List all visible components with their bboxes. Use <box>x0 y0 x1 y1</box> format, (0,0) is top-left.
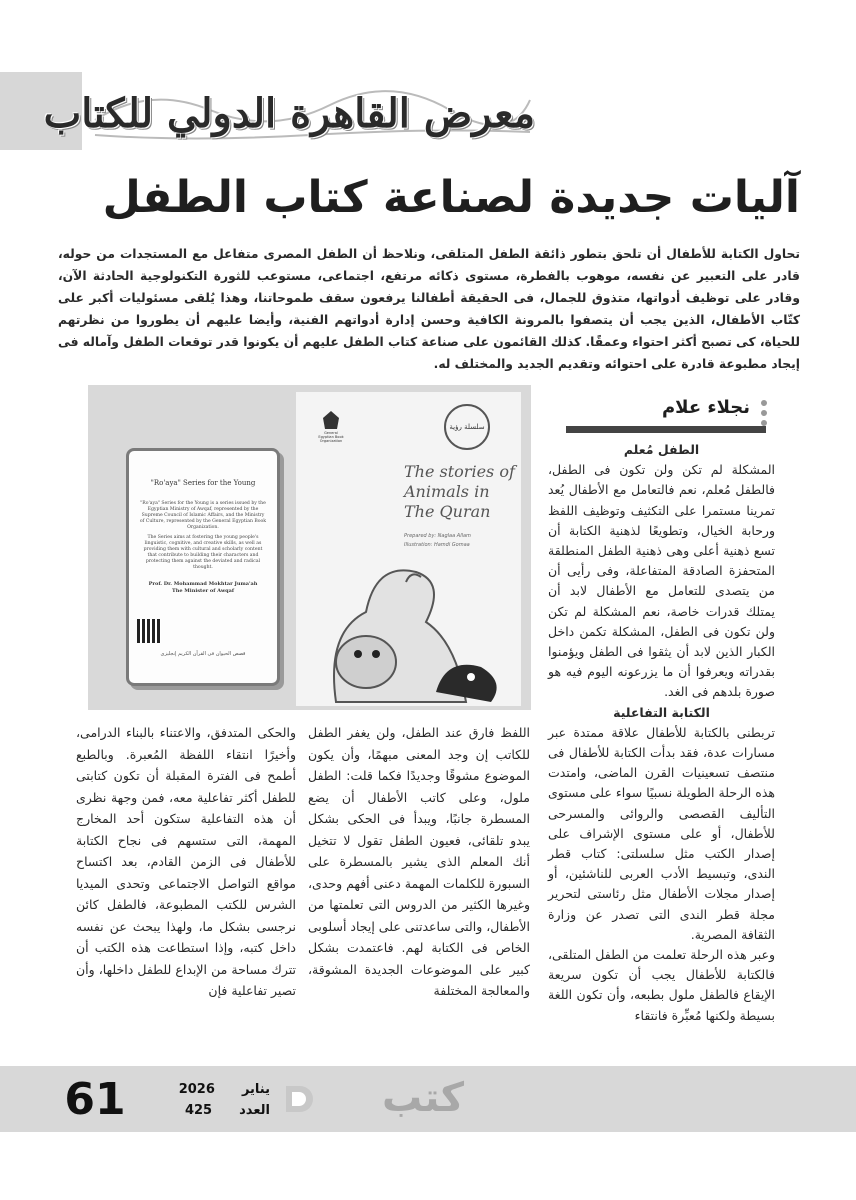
pharaoh-logo-icon <box>321 410 341 430</box>
back-cover-text <box>139 501 267 571</box>
year: 2026 <box>178 1082 215 1097</box>
masthead-title: معرض القاهرة الدولي للكتاب <box>43 90 535 137</box>
issue-label: العدد <box>239 1103 270 1118</box>
illustrator-credit: Illustration: Hamdi Gomaa <box>404 542 470 548</box>
author-marker-icon <box>759 399 769 427</box>
month-label: يناير <box>241 1082 270 1097</box>
column-middle: اللفظ فارق عند الطفل، ولن يغفر الطفل للكاتب إن وجد المعنى مبهمًا، وأن يكون الموضوع مشوقًا وجديدًا فكما قلت: الطفل ملول، وعلى كاتب الأطفال أن يضع المسطرة جانبًا، ويبدأ فى الحكى بشكل يبدو تلقائى، فعيون الطفل تقول لا تتخيل أنك المعلم الذى يشير بالمسطرة على السبورة للكلمات المهمة دعنى أفهم وحدى، وغيرها الكثير من الدروس التى تعلمتها من الأطفال، والتى ساعدتنى على إيجاد أسلوبى الخاص فى الكتابة لهم. فاعتمدت بشكل كبير على الموضوعات الجديدة المشوقة، والمعالجة المختلفة <box>308 725 530 998</box>
publisher-logo <box>316 410 346 446</box>
book-front-cover <box>296 392 521 706</box>
back-cover-footer: قصص الحيوان فى القرآن الكريم إنجليزى <box>160 651 246 657</box>
article-intro: تحاول الكتابة للأطفال أن تلحق بتطور ذائقة الطفل المتلقى، ونلاحظ أن الطفل المصرى متفاعل مع المستجدات من حوله، قادر على التعبير عن نفسه، موهوب بالفطرة، مستوى ذكائه مرتفع، اجتماعى، مستوعب للثورة التكنولوجية الحادثة الآن، وقادر على توظيف أدواتها، متذوق للجمال، فى الحقيقة أطفالنا يرفعون سقف طموحاتنا، وهذا يُلقى مسئوليات أكبر على كتّاب الأطفال، الذين يجب أن يتصفوا بالمرونة الكافية وحسن إدارة أدواتهم الفنية، وأيضا عليهم أن يطوروا من نظرتهم للحياة، كى تصبح أكثر احتواء وعمقًا. كذلك القائمون على صناعة كتاب الطفل عليهم أن يكونوا قدر توقعات الطفل وآماله فى إيجاد مطبوعة قادرة على احتوائه وتقديم الجديد والمختلف له. <box>58 247 800 371</box>
subheading-interactive-writing: الكتابة التفاعلية <box>613 704 710 720</box>
magazine-name: كتب <box>382 1075 464 1121</box>
article-title: آليات جديدة لصناعة كتاب الطفل <box>102 172 800 223</box>
publisher-name: General Egyptian Book Organization <box>318 431 344 443</box>
author-name: نجلاء علام <box>661 397 750 418</box>
series-badge: سلسلة رؤية <box>444 404 490 450</box>
paragraph: تربطنى بالكتابة للأطفال علاقة ممتدة عبر مسارات عدة، فقد بدأت الكتابة للأطفال فى منتصف تسعينيات القرن الماضى، وامتدت هذه الرحلة الطويلة نسبيًا سواء على مستوى التأليف القصصى والروائى والمسرحى للأطفال، أو على مستوى الإشراف على إصدار الكتب مثل سلسلتى: كتاب قطر الندى، وتبسيط الأدب العربى للناشئين، أو إصدار مجلات الأطفال مثل رئاستى لتحرير مجلة قطر الندى التى تصدر عن وزارة الثقافة المصرية. <box>548 724 775 942</box>
qr-code-icon <box>137 619 161 643</box>
issue-number: 425 <box>184 1103 213 1118</box>
camel-illustration-icon <box>306 542 511 702</box>
author-underline <box>566 426 766 433</box>
issue-info <box>170 1103 270 1118</box>
subheading-child-teacher: الطفل مُعلم <box>623 442 700 457</box>
column-right <box>548 440 775 1026</box>
book-back-cover <box>126 448 280 686</box>
series-title: "Ro'aya" Series for the Young <box>150 479 256 487</box>
back-cover-paragraph: "Ro'aya" Series for the Young is a series issued by the Egyptian Ministry of Awqaf, represented by the Supreme Council of Islamic Affairs, and the Ministry of Culture, represented by the General Egyptian Book Organization. <box>139 501 267 530</box>
page-number: 61 <box>64 1074 126 1125</box>
book-cover-figure <box>88 385 531 710</box>
magazine-logo-icon <box>282 1082 316 1116</box>
author-credit: Prepared by: Naglaa Allam <box>404 533 471 539</box>
book-title: The stories of Animals in The Quran <box>404 462 515 521</box>
back-cover-signature <box>139 581 267 595</box>
column-left: والحكى المتدفق، والاعتناء بالبناء الدرامى، وأخيرًا انتقاء اللفظة المُعبرة. وبالطبع أطمح فى الفترة المقبلة أن تكون كتابتى للطفل أكثر تفاعلية معه، فمن وجهة نظرى أن هذه التفاعلية ستكون أحد المخارج المهمة، التى ستسهم فى نجاح الكتابة للأطفال فى الزمن القادم، بعد اكتساح مواقع التواصل الاجتماعى وتحدى الميديا الشرس للكتب المطبوعة، فالطفل كائن نرجسى بشكل ما، ولهذا يبحث عن نفسه داخل كتبه، وإذا استطاعت هذه الكتب أن تترك مساحة من الإبداع للطفل داخلها، وأن تصير تفاعلية فإن <box>76 725 296 998</box>
paragraph: المشكلة لم تكن ولن تكون فى الطفل، فالطفل مُعلم، نعم فالتعامل مع الأطفال يُعد تمرينا مستمرا على التكثيف وتوظيف اللفظ ورحابة الخيال، وتطويعًا لذهنية الكتابة أن تسع ذهنية أعلى وهى ذهنية الطفل المنطلقة المتحفزة الصادقة المتفاعلة، وفى رأيى أن من يتصدى للتعامل مع الأطفال لابد أن يمتلك قدرات خاصة، نعم المشكلة لم تكن ولن تكون فى الطفل، المشكلة تكمن داخل الكبار الذين لابد أن يثقوا فى الطفل ويؤمنوا بقدراته ويعرفوا أن ما يزرعونه اليوم فيه هو صورة بلدهم فى الغد. <box>548 462 775 700</box>
paragraph: وعبر هذه الرحلة تعلمت من الطفل المتلقى، فالكتابة للأطفال يجب أن تكون سريعة الإيقاع فالطفل ملول بطبعه، وأن تكون اللغة بسيطة ولكنها مُعبِّرة فانتقاء <box>548 947 775 1023</box>
back-cover-paragraph: The Series aims at fostering the young people's linguistic, cognitive, and creative skills, as well as providing them with cultural and scholarly content that contribute to building their characters and protecting them against the deviated and radical thought. <box>143 535 263 570</box>
signatory-role: The Minister of Awqaf <box>171 588 235 594</box>
signatory-name: Prof. Dr. Mohammad Mokhtar Juma'ah <box>148 581 258 587</box>
issue-date <box>170 1082 270 1097</box>
